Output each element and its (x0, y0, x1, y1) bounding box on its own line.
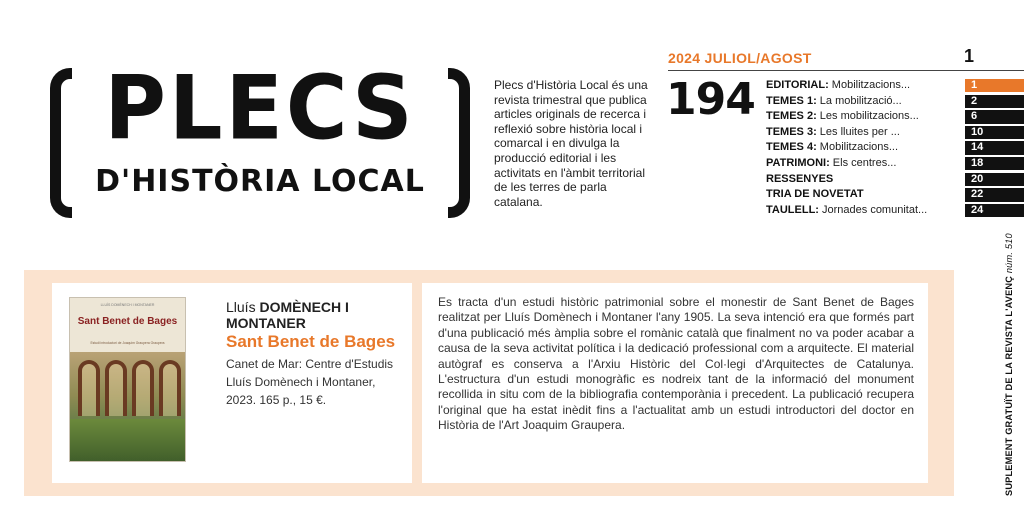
review-panel (24, 270, 954, 496)
toc-item-taulell[interactable] (766, 203, 1024, 219)
toc-page: 20 (965, 173, 1024, 186)
cover-title: Sant Benet de Bages (77, 316, 178, 327)
toc-label: TEMES 1: (766, 94, 817, 107)
table-of-contents (766, 78, 1024, 218)
book-author (226, 299, 406, 331)
toc-desc: Els centres... (829, 156, 897, 169)
intro-text: Plecs d'Història Local és una revista trimestral que publica articles originals de recerca i reflexió sobre història local i comarcal i en divulga la producció editorial i les activitats en l'àmbit territorial de les terres de parla catalana. (494, 78, 648, 209)
toc-item-temes-1[interactable] (766, 94, 1024, 110)
issue-date: 2024 JULIOL/AGOST (668, 50, 812, 66)
toc-item-tria-de-novetat[interactable] (766, 187, 1024, 203)
cover-subtitle: Estudi introductori de Joaquim Graupera Graupera (90, 341, 165, 345)
toc-item-ressenyes[interactable] (766, 172, 1024, 188)
toc-page: 18 (965, 157, 1024, 170)
toc-desc: Jornades comunitat... (818, 203, 928, 216)
toc-page: 1 (965, 79, 1024, 92)
logo-subtitle: D'HISTÒRIA LOCAL (95, 164, 425, 199)
toc-desc: Les mobilitzacions... (816, 110, 919, 123)
toc-page: 24 (965, 204, 1024, 217)
book-card (52, 283, 412, 483)
toc-label: TEMES 4: (766, 141, 817, 154)
right-bracket (448, 68, 470, 218)
author-first-name: Lluís (226, 299, 260, 315)
cover-author: LLUÍS DOMÈNECH I MONTANER (100, 303, 155, 307)
page-number: 1 (964, 46, 975, 66)
book-cover-image[interactable] (69, 297, 186, 462)
toc-label: TEMES 3: (766, 125, 817, 138)
header-rule (668, 70, 1024, 71)
review-card (422, 283, 928, 483)
author-last-name: DOMÈNECH I MONTANER (226, 299, 349, 331)
toc-item-temes-3[interactable] (766, 125, 1024, 141)
book-publication-info: Canet de Mar: Centre d'Estudis Lluís Domènech i Montaner, 2023. 165 p., 15 €. (226, 357, 394, 407)
arch-shape (105, 360, 127, 416)
toc-item-editorial[interactable] (766, 78, 1024, 94)
left-bracket (50, 68, 72, 218)
caption-issue: núm. 510 (1004, 233, 1014, 274)
caption-main: SUPLEMENT GRATUÏT DE LA REVISTA L'AVENÇ (1004, 273, 1014, 496)
cover-garden (70, 419, 186, 462)
toc-page: 22 (965, 188, 1024, 201)
toc-page: 10 (965, 126, 1024, 139)
toc-item-temes-4[interactable] (766, 140, 1024, 156)
toc-page: 14 (965, 141, 1024, 154)
logo-title: PLECS (104, 56, 416, 160)
book-title: Sant Benet de Bages (226, 332, 396, 351)
toc-desc: Les lluites per ... (816, 125, 900, 138)
toc-desc: Mobilitzacions... (816, 141, 899, 154)
toc-label: TEMES 2: (766, 110, 817, 123)
cover-cloister-photo (70, 352, 186, 462)
toc-label: RESSENYES (766, 172, 834, 185)
toc-desc: La mobilització... (816, 94, 902, 107)
arch-shape (132, 360, 154, 416)
toc-label: EDITORIAL: (766, 79, 829, 91)
toc-item-patrimoni[interactable] (766, 156, 1024, 172)
vertical-caption (1004, 233, 1014, 496)
toc-label: TRIA DE NOVETAT (766, 188, 864, 201)
toc-page: 2 (965, 95, 1024, 108)
arch-shape (159, 360, 181, 416)
review-text: Es tracta d'un estudi històric patrimonial sobre el monestir de Sant Benet de Bages realitzat per Lluís Domènech i Montaner l'any 1905. La seva intenció era que formés part d'una publicació més àmplia sobre el romànic català que finalment no va poder acabar a causa de la seva activitat política i la dedicació professional com a arquitecte. El material autògraf es conserva a l'Arxiu Històric del Col·legi d'Arquitectes de Catalunya. L'estructura d'un estudi monogràfic es nodreix tant de la informació del monument recollida in situ com de la bibliografia contemporània i precedent. La publicació recupera l'original que ha estat inèdit fins a l'actualitat amb un estudi introductori del doctor en Història de l'Art Joaquim Graupera. (438, 295, 914, 433)
issue-number: 194 (666, 74, 755, 125)
toc-page: 6 (965, 110, 1024, 123)
masthead-logo (50, 56, 470, 220)
arch-shape (78, 360, 100, 416)
toc-label: PATRIMONI: (766, 156, 830, 169)
toc-item-temes-2[interactable] (766, 109, 1024, 125)
toc-desc: Mobilitzacions... (828, 79, 911, 91)
toc-label: TAULELL: (766, 203, 819, 216)
